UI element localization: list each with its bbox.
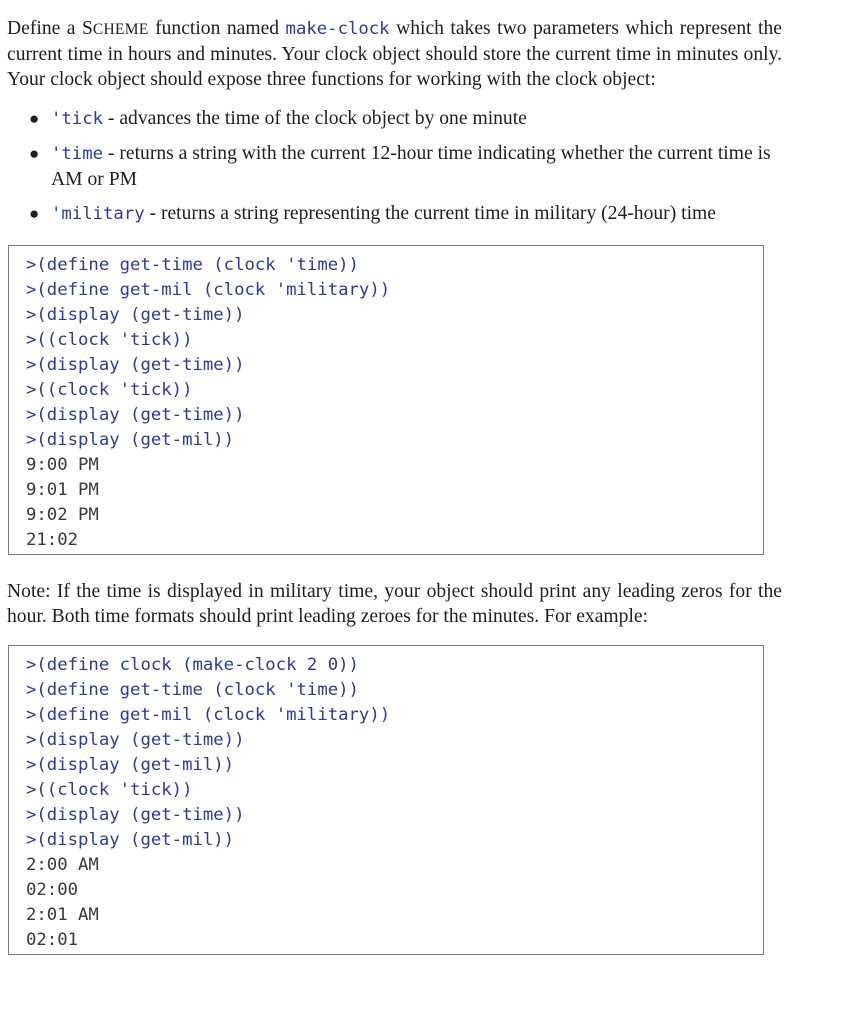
output-line: 02:00 xyxy=(26,880,79,900)
list-item xyxy=(7,201,782,227)
method-description: - returns a string with the current 12-hour time indicating whether the current time is AM or PM xyxy=(51,143,771,190)
output-line: 9:01 PM xyxy=(26,480,99,500)
method-symbol: 'time xyxy=(51,144,104,164)
code-example-2 xyxy=(8,645,764,955)
output-line: 02:01 xyxy=(26,930,79,950)
code-line: >(display (get-time)) xyxy=(26,355,245,375)
scheme-name-rest: CHEME xyxy=(92,21,149,38)
intro-paragraph xyxy=(7,16,782,92)
code-line: >(define clock (make-clock 2 0)) xyxy=(26,655,359,675)
list-item xyxy=(7,106,782,132)
intro-text-1: Define a xyxy=(7,18,82,39)
intro-text-2: function named xyxy=(148,18,286,39)
bullet-icon: ● xyxy=(29,204,40,223)
scheme-name-first: S xyxy=(81,18,93,39)
bullet-icon: ● xyxy=(29,109,40,128)
output-line: 9:00 PM xyxy=(26,455,99,475)
list-item xyxy=(7,141,782,192)
output-line: 2:00 AM xyxy=(26,855,99,875)
method-description: - advances the time of the clock object by one minute xyxy=(103,108,527,129)
code-line: >(display (get-mil)) xyxy=(26,430,235,450)
function-name: make-clock xyxy=(285,19,390,39)
method-symbol: 'military xyxy=(51,204,145,224)
code-line: >(display (get-mil)) xyxy=(26,755,235,775)
note-paragraph: Note: If the time is displayed in military time, your object should print any leading zeros for the hour. Both time formats should print leading zeroes for the minutes. For example: xyxy=(7,581,782,627)
bullet-icon: ● xyxy=(29,144,40,163)
output-line: 21:02 xyxy=(26,530,79,550)
method-list xyxy=(7,106,782,227)
output-line: 2:01 AM xyxy=(26,905,99,925)
code-line: >(display (get-time)) xyxy=(26,305,245,325)
code-example-1 xyxy=(8,245,764,555)
code-line: >(display (get-time)) xyxy=(26,405,245,425)
output-line: 9:02 PM xyxy=(26,505,99,525)
document-page xyxy=(7,16,782,955)
code-line: >(display (get-time)) xyxy=(26,730,245,750)
method-description: - returns a string representing the current time in military (24-hour) time xyxy=(144,203,716,224)
code-line: >((clock 'tick)) xyxy=(26,330,193,350)
code-line: >((clock 'tick)) xyxy=(26,780,193,800)
method-symbol: 'tick xyxy=(51,109,104,129)
code-line: >(display (get-mil)) xyxy=(26,830,235,850)
code-line: >(display (get-time)) xyxy=(26,805,245,825)
intro-text-3: which takes two parameters which represent the current time in hours and minutes. Your clock object should store the current time in minutes only. Your clock object should expose three functions for working with the clock object: xyxy=(7,18,782,90)
code-line: >(define get-time (clock 'time)) xyxy=(26,680,359,700)
code-line: >(define get-time (clock 'time)) xyxy=(26,255,359,275)
code-line: >(define get-mil (clock 'military)) xyxy=(26,280,391,300)
code-line: >((clock 'tick)) xyxy=(26,380,193,400)
code-line: >(define get-mil (clock 'military)) xyxy=(26,705,391,725)
